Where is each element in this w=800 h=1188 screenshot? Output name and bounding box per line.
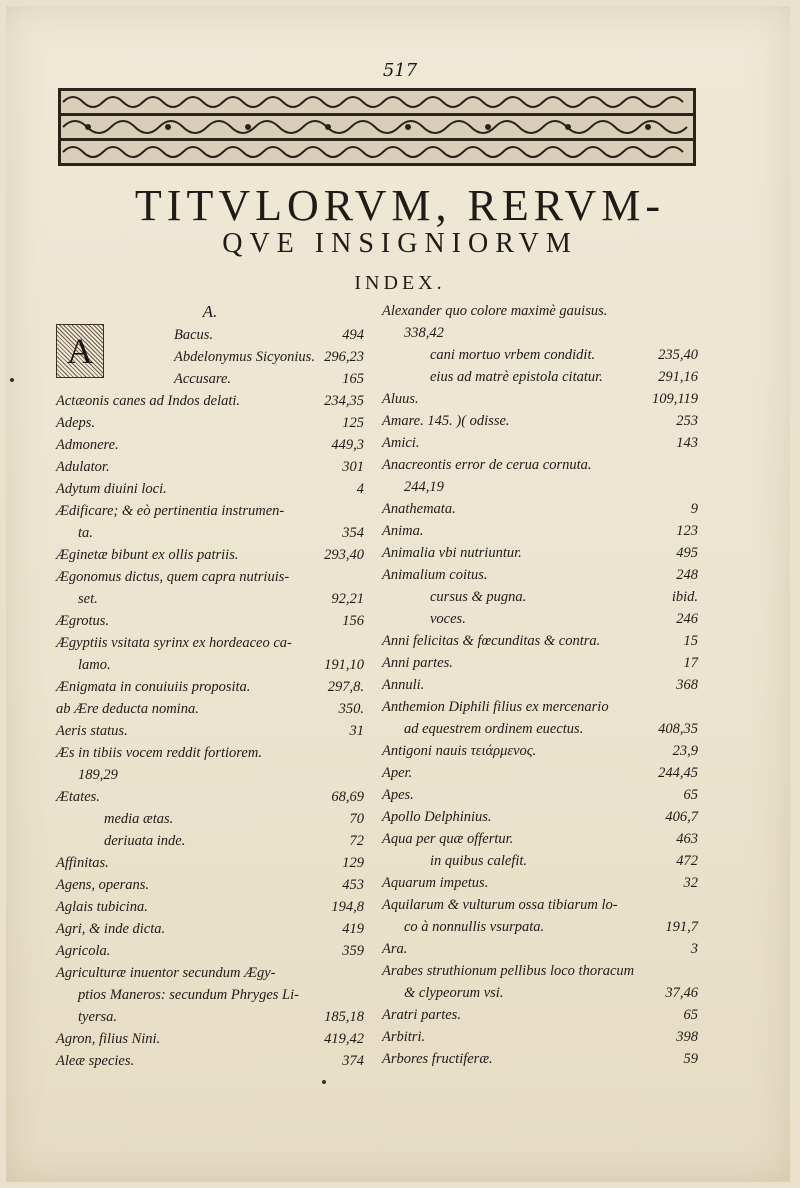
entry-term: Aratri partes. <box>382 1007 461 1023</box>
index-entry <box>56 500 364 522</box>
index-entry <box>382 410 698 432</box>
entry-page-ref: 419,42 <box>324 1031 364 1047</box>
entry-term: Anni felicitas & fœcunditas & contra. <box>382 633 601 649</box>
index-entry <box>382 850 698 872</box>
entry-page-ref: 32 <box>683 875 698 891</box>
entry-term: ta. <box>78 525 93 541</box>
entry-page-ref: 125 <box>342 415 364 431</box>
index-entry <box>382 784 698 806</box>
index-entry <box>382 344 698 366</box>
index-entry <box>56 610 364 632</box>
index-entry <box>56 830 364 852</box>
index-entry <box>382 586 698 608</box>
entry-term: set. <box>78 591 98 607</box>
entry-term: ab Ære deducta nomina. <box>56 701 199 717</box>
decorated-initial: A <box>56 324 104 378</box>
index-entry <box>382 432 698 454</box>
index-entry <box>56 1050 364 1072</box>
entry-term: Actæonis canes ad Indos delati. <box>56 393 241 409</box>
index-entry <box>382 762 698 784</box>
index-entry <box>56 654 364 676</box>
index-entry <box>56 808 364 830</box>
entry-page-ref: 296,23 <box>324 349 364 365</box>
entry-page-ref: 143 <box>676 435 698 451</box>
entry-page-ref: 297,8. <box>327 679 364 695</box>
index-entry <box>382 322 698 344</box>
entry-page-ref: 9 <box>690 501 698 517</box>
index-entry <box>56 390 364 412</box>
entry-term: Apes. <box>382 787 414 803</box>
entry-term: Adulator. <box>56 459 110 475</box>
entry-term: media ætas. <box>104 811 174 827</box>
entry-page-ref: 191,10 <box>324 657 364 673</box>
entry-term: Animalia vbi nutriuntur. <box>382 545 522 561</box>
index-entry <box>56 522 364 544</box>
index-entry <box>56 412 364 434</box>
entry-term: Agricola. <box>56 943 111 959</box>
index-title-line-1: TITVLORVM, RERVM- <box>134 181 666 230</box>
entry-page-ref: 301 <box>342 459 364 475</box>
index-column-right <box>382 300 698 1070</box>
entry-term: Ægrotus. <box>56 613 110 629</box>
entry-page-ref: 65 <box>683 1007 698 1023</box>
index-entry <box>56 1006 364 1028</box>
entry-page-ref: 194,8 <box>331 899 364 915</box>
entry-page-ref: 185,18 <box>324 1009 364 1025</box>
entry-term: Admonere. <box>56 437 119 453</box>
index-entry <box>382 894 698 916</box>
entry-page-ref: 291,16 <box>658 369 698 385</box>
entry-page-ref: 248 <box>676 567 698 583</box>
entry-term: Adytum diuini loci. <box>56 481 167 497</box>
entry-term: Apollo Delphinius. <box>382 809 492 825</box>
index-entry <box>56 566 364 588</box>
entry-term: Anni partes. <box>382 655 453 671</box>
entry-term: Anthemion Diphili filius ex mercenario <box>382 699 609 715</box>
entry-term: 244,19 <box>404 479 444 495</box>
entry-term: Ara. <box>382 941 408 957</box>
index-entry <box>56 346 364 368</box>
index-entry <box>382 1048 698 1070</box>
entry-term: cursus & pugna. <box>430 589 527 605</box>
entry-term: Aluus. <box>382 391 419 407</box>
index-entry <box>56 984 364 1006</box>
index-entry <box>56 874 364 896</box>
entry-page-ref: 354 <box>342 525 364 541</box>
entry-term: Affinitas. <box>56 855 109 871</box>
index-entry <box>382 938 698 960</box>
entry-term: Agriculturæ inuentor secundum Ægy- <box>56 965 276 981</box>
entry-page-ref: 368 <box>676 677 698 693</box>
entry-term: Abdelonymus Sicyonius. <box>174 349 315 365</box>
entry-page-ref: 449,3 <box>331 437 364 453</box>
entry-term: Aleæ species. <box>56 1053 135 1069</box>
index-entry <box>382 542 698 564</box>
entry-page-ref: 293,40 <box>324 547 364 563</box>
entry-term: Agron, filius Nini. <box>56 1031 161 1047</box>
entry-term: 338,42 <box>404 325 444 341</box>
entry-term: co à nonnullis vsurpata. <box>404 919 545 935</box>
index-entry <box>382 608 698 630</box>
entry-term: Animalium coitus. <box>382 567 488 583</box>
entry-page-ref: 70 <box>349 811 364 827</box>
entry-term: deriuata inde. <box>104 833 186 849</box>
entry-term: Ædificare; & eò pertinentia instrumen- <box>56 503 285 519</box>
entry-term: Ætates. <box>56 789 100 805</box>
index-entry <box>382 1004 698 1026</box>
index-entry <box>56 1028 364 1050</box>
index-entry <box>56 962 364 984</box>
entry-page-ref: 3 <box>690 941 698 957</box>
entry-term: Bacus. <box>174 327 214 343</box>
index-entry <box>382 982 698 1004</box>
entry-term: Aglais tubicina. <box>56 899 148 915</box>
entry-term: Æs in tibiis vocem reddit fortiorem. <box>56 745 262 761</box>
index-entry <box>56 544 364 566</box>
page-number: 517 <box>382 60 418 81</box>
entry-page-ref: 406,7 <box>665 809 698 825</box>
entry-page-ref: 4 <box>356 481 364 497</box>
entry-term: voces. <box>430 611 466 627</box>
index-entry <box>382 476 698 498</box>
index-entry <box>56 764 364 786</box>
entry-page-ref: 92,21 <box>331 591 364 607</box>
entry-page-ref: 109,119 <box>651 391 698 407</box>
index-entry <box>382 806 698 828</box>
entry-term: Antigoni nauis τειάρμενος. <box>382 743 537 759</box>
entry-term: Ægyptiis vsitata syrinx ex hordeaceo ca- <box>56 635 292 651</box>
index-entry <box>382 520 698 542</box>
entry-page-ref: 472 <box>676 853 698 869</box>
entry-page-ref: 15 <box>683 633 698 649</box>
index-entry <box>56 478 364 500</box>
entry-page-ref: 17 <box>683 655 698 671</box>
index-entry <box>56 588 364 610</box>
index-entry <box>382 454 698 476</box>
index-entry <box>56 742 364 764</box>
entry-page-ref: 244,45 <box>658 765 698 781</box>
entry-term: ptios Maneros: secundum Phryges Li- <box>78 987 299 1003</box>
index-entry <box>56 368 364 390</box>
entry-page-ref: 123 <box>676 523 698 539</box>
entry-term: Ænigmata in conuiuiis proposita. <box>56 679 251 695</box>
index-entry <box>382 652 698 674</box>
entry-page-ref: 494 <box>342 327 364 343</box>
index-entry <box>382 674 698 696</box>
entry-page-ref: 359 <box>342 943 364 959</box>
index-entry <box>382 916 698 938</box>
entry-page-ref: 235,40 <box>658 347 698 363</box>
entry-term: Aeris status. <box>56 723 128 739</box>
entry-term: lamo. <box>78 657 111 673</box>
entry-term: Annuli. <box>382 677 425 693</box>
entry-page-ref: 246 <box>676 611 698 627</box>
index-entry <box>56 456 364 478</box>
entry-term: Arbores fructiferæ. <box>382 1051 493 1067</box>
entry-page-ref: 191,7 <box>665 919 698 935</box>
entry-page-ref: 37,46 <box>665 985 698 1001</box>
entry-page-ref: 408,35 <box>658 721 698 737</box>
index-entry <box>56 632 364 654</box>
entry-page-ref: 129 <box>342 855 364 871</box>
entry-term: Aper. <box>382 765 413 781</box>
entry-page-ref: 374 <box>342 1053 364 1069</box>
entry-term: Aquarum impetus. <box>382 875 489 891</box>
entry-term: Anathemata. <box>382 501 456 517</box>
entry-page-ref: 72 <box>349 833 364 849</box>
entry-term: Anacreontis error de cerua cornuta. <box>382 457 592 473</box>
entry-page-ref: 31 <box>349 723 364 739</box>
index-title-line-3: INDEX. <box>354 272 446 294</box>
entry-term: Aqua per quæ offertur. <box>382 831 514 847</box>
entry-term: Æginetæ bibunt ex ollis patriis. <box>56 547 239 563</box>
entry-page-ref: 65 <box>683 787 698 803</box>
ornamental-headpiece <box>58 88 696 166</box>
index-entry <box>382 696 698 718</box>
entry-term: & clypeorum vsi. <box>404 985 504 1001</box>
entry-term: Arabes struthionum pellibus loco thoracum <box>382 963 635 979</box>
entry-page-ref: 350. <box>338 701 364 717</box>
entry-term: Amare. 145. )( odisse. <box>382 413 510 429</box>
ink-speck <box>10 378 14 382</box>
index-entry <box>382 564 698 586</box>
index-column-left <box>56 300 364 1072</box>
entry-page-ref: 398 <box>676 1029 698 1045</box>
index-entry <box>56 698 364 720</box>
index-entry <box>56 896 364 918</box>
entry-term: Agens, operans. <box>56 877 150 893</box>
entry-term: Anima. <box>382 523 424 539</box>
entry-page-ref: 23,9 <box>672 743 698 759</box>
entry-page-ref: 165 <box>342 371 364 387</box>
index-entry <box>382 960 698 982</box>
entry-term: eius ad matrè epistola citatur. <box>430 369 603 385</box>
entry-term: 189,29 <box>78 767 118 783</box>
index-entry <box>56 676 364 698</box>
index-entry <box>382 388 698 410</box>
entry-term: Amici. <box>382 435 420 451</box>
index-entry <box>382 498 698 520</box>
entry-page-ref: 59 <box>683 1051 698 1067</box>
entry-page-ref: 156 <box>342 613 364 629</box>
index-title-line-2: QVE INSIGNIORVM <box>222 228 578 259</box>
entry-term: Agri, & inde dicta. <box>56 921 166 937</box>
entry-term: Alexander quo colore maximè gauisus. <box>382 303 608 319</box>
entry-page-ref: 419 <box>342 921 364 937</box>
entry-page-ref: 463 <box>676 831 698 847</box>
entry-page-ref: ibid. <box>671 589 698 605</box>
entry-page-ref: 495 <box>676 545 698 561</box>
entry-term: Adeps. <box>56 415 96 431</box>
entry-term: Ægonomus dictus, quem capra nutriuis- <box>56 569 290 585</box>
index-entry <box>56 324 364 346</box>
index-entry <box>56 434 364 456</box>
ink-speck <box>322 1080 326 1084</box>
index-entry <box>382 828 698 850</box>
index-entry <box>382 300 698 322</box>
entry-term: Arbitri. <box>382 1029 426 1045</box>
index-entry <box>56 786 364 808</box>
index-entry <box>382 718 698 740</box>
index-entry <box>56 918 364 940</box>
entry-term: ad equestrem ordinem euectus. <box>404 721 584 737</box>
index-entry <box>382 630 698 652</box>
entry-term: tyersa. <box>78 1009 118 1025</box>
entry-term: Aquilarum & vulturum ossa tibiarum lo- <box>382 897 618 913</box>
entry-term: cani mortuo vrbem condidit. <box>430 347 596 363</box>
index-entry <box>56 720 364 742</box>
entry-page-ref: 253 <box>676 413 698 429</box>
index-entry <box>56 852 364 874</box>
section-letter: A. <box>202 302 218 321</box>
entry-page-ref: 234,35 <box>324 393 364 409</box>
index-entry <box>382 366 698 388</box>
entry-page-ref: 68,69 <box>331 789 364 805</box>
entry-term: Accusare. <box>174 371 232 387</box>
entry-page-ref: 453 <box>342 877 364 893</box>
index-entry <box>382 1026 698 1048</box>
index-entry <box>382 740 698 762</box>
index-entry <box>56 940 364 962</box>
entry-term: in quibus calefit. <box>430 853 528 869</box>
index-entry <box>382 872 698 894</box>
